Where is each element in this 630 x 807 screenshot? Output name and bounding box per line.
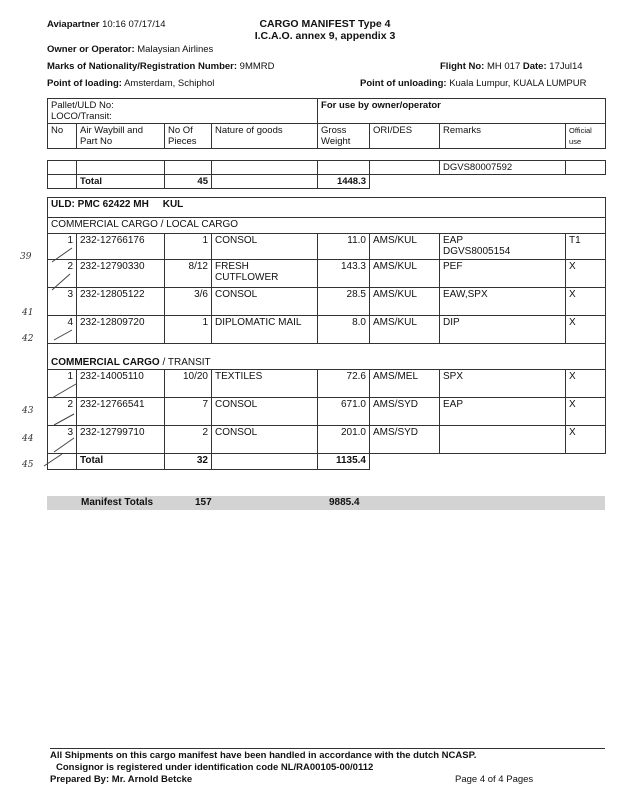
flight-value: MH 017 <box>486 61 521 72</box>
loading-value: Amsterdam, Schiphol <box>124 78 215 89</box>
transit-title: COMMERCIAL CARGO / TRANSIT <box>48 344 606 370</box>
date-label: Date: <box>522 61 547 72</box>
handwritten-mark: 44 <box>22 434 34 444</box>
col-pieces: No Of Pieces <box>165 124 212 149</box>
pallet-label: Pallet/ULD No: <box>51 100 114 111</box>
pen-stroke <box>54 438 74 452</box>
manifest-totals-label: Manifest Totals <box>81 497 154 508</box>
unloading-value: Kuala Lumpur, KUALA LUMPUR <box>449 78 587 89</box>
prev-remark: DGVS80007592 <box>440 161 566 175</box>
prepared-line <box>50 774 192 785</box>
flight-label: Flight No: <box>440 61 485 72</box>
table-row: 2 232-12766541 7 CONSOL 671.0 AMS/SYD EAP X <box>48 398 606 426</box>
uld-label: ULD: PMC 62422 MH <box>51 199 149 210</box>
prepared-value: Mr. Arnold Betcke <box>111 774 193 785</box>
timestamp: 10:16 07/17/14 <box>102 19 166 30</box>
marks-value: 9MMRD <box>239 61 275 72</box>
uld-dest: KUL <box>162 199 184 210</box>
handwritten-mark: 45 <box>22 460 34 470</box>
col-nature: Nature of goods <box>212 124 318 149</box>
prepared-label: Prepared By: <box>50 774 110 785</box>
table-row: 3 232-12805122 3/6 CONSOL 28.5 AMS/KUL EAW,SPX X <box>48 288 606 316</box>
doc-subtitle: I.C.A.O. annex 9, appendix 3 <box>254 30 396 42</box>
pen-stroke <box>44 454 62 466</box>
footer-line2: Consignor is registered under identification code NL/RA00105-00/0112 <box>56 762 374 773</box>
pen-stroke <box>54 414 74 425</box>
page-number: Page 4 of 4 Pages <box>455 774 534 785</box>
table-row: 4 232-12809720 1 DIPLOMATIC MAIL 8.0 AMS/KUL DIP X <box>48 316 606 344</box>
total-label: Total <box>77 175 165 189</box>
loco-label: LOCO/Transit: <box>51 111 112 122</box>
pen-stroke <box>52 274 70 290</box>
table-row: 2 232-12790330 8/12 FRESH CUTFLOWER 143.3 AMS/KUL PEF X <box>48 260 606 288</box>
doc-title: CARGO MANIFEST Type 4 <box>259 18 391 30</box>
marks-label: Marks of Nationality/Registration Number: <box>47 61 238 72</box>
owner-value: Malaysian Airlines <box>137 44 214 55</box>
owner-use-cell: For use by owner/operator <box>318 99 606 124</box>
local-title: COMMERCIAL CARGO / LOCAL CARGO <box>48 218 606 234</box>
pen-stroke <box>52 384 76 398</box>
pen-stroke <box>52 248 72 262</box>
col-orides: ORI/DES <box>370 124 440 149</box>
handwritten-mark: 42 <box>22 334 34 344</box>
handwritten-mark: 39 <box>20 252 32 262</box>
manifest-totals-weight: 9885.4 <box>329 497 360 508</box>
col-official: Official use <box>566 124 606 149</box>
owner-label: Owner or Operator: <box>47 44 135 55</box>
unloading-label: Point of unloading: <box>360 78 447 89</box>
footer-rule <box>50 748 605 749</box>
handwritten-mark: 43 <box>22 406 34 416</box>
loading-label: Point of loading: <box>47 78 122 89</box>
table-row: 3 232-12799710 2 CONSOL 201.0 AMS/SYD X <box>48 426 606 454</box>
agent-name: Aviapartner <box>47 19 100 30</box>
table-row: 1 232-12766176 1 CONSOL 11.0 AMS/KUL EAP DGVS8005154 T1 <box>48 234 606 260</box>
table-row: 1 232-14005110 10/20 TEXTILES 72.6 AMS/MEL SPX X <box>48 370 606 398</box>
col-remarks: Remarks <box>440 124 566 149</box>
col-awb: Air Waybill and Part No <box>77 124 165 149</box>
handwritten-mark: 41 <box>22 308 34 318</box>
pen-stroke <box>54 330 72 340</box>
total-pieces: 45 <box>165 175 212 189</box>
date-value: 17Jul14 <box>549 61 583 72</box>
footer-line1: All Shipments on this cargo manifest have been handled in accordance with the dutch NCASP. <box>50 750 477 761</box>
total-weight: 1448.3 <box>318 175 370 189</box>
col-weight: Gross Weight <box>318 124 370 149</box>
col-no: No <box>48 124 77 149</box>
manifest-totals-pieces: 157 <box>195 497 212 508</box>
total-row: Total 32 1135.4 <box>48 454 606 470</box>
